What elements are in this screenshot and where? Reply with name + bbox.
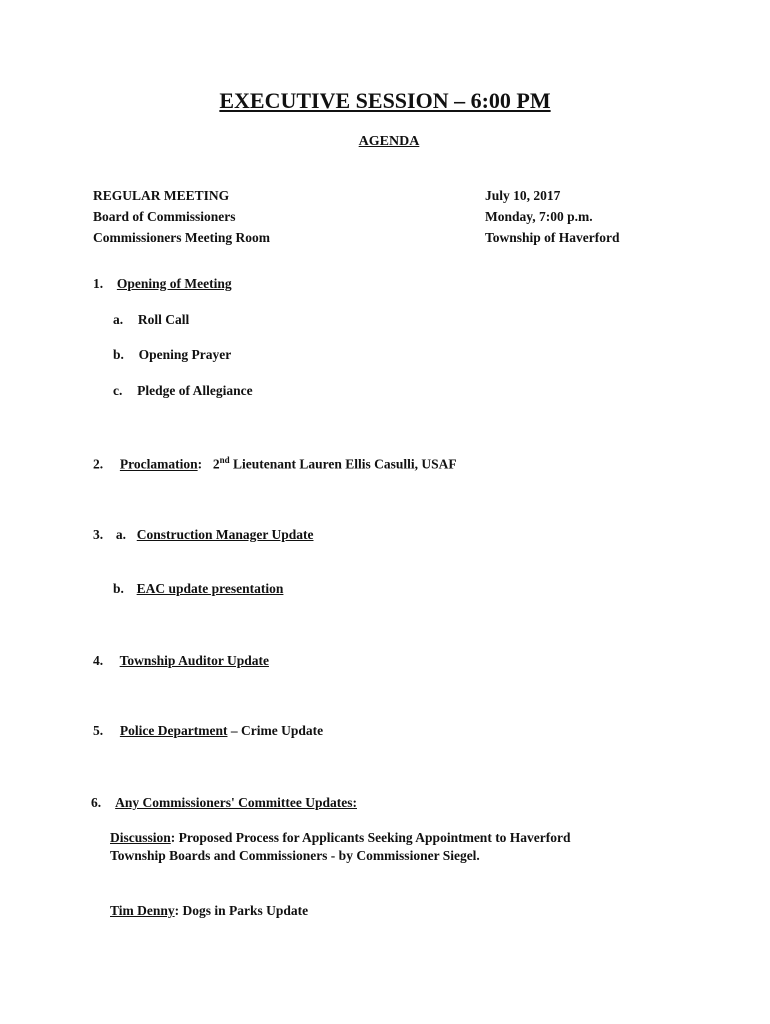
meeting-info-right bbox=[485, 185, 620, 248]
discussion-label: Discussion bbox=[110, 830, 171, 845]
sub-letter: b. bbox=[113, 581, 124, 596]
item-label: EAC update presentation bbox=[136, 581, 284, 596]
agenda-item-5 bbox=[93, 723, 323, 739]
board-name: Board of Commissioners bbox=[93, 209, 236, 224]
meeting-info-left bbox=[93, 185, 270, 248]
agenda-item-6 bbox=[91, 795, 357, 811]
sub-item-b bbox=[113, 347, 231, 363]
agenda-heading: AGENDA bbox=[358, 134, 420, 149]
agenda-item-2 bbox=[93, 455, 457, 473]
sub-text: Roll Call bbox=[137, 312, 190, 327]
item-number: 1. bbox=[93, 276, 104, 291]
sub-item-c bbox=[113, 383, 253, 399]
item-label: Any Commissioners' Committee Updates: bbox=[115, 795, 357, 810]
presenter-colon: : bbox=[174, 903, 180, 918]
item-colon: : bbox=[197, 456, 203, 472]
item-label: Opening of Meeting bbox=[116, 276, 232, 291]
tim-denny-item bbox=[110, 903, 308, 919]
item-rest: – Crime Update bbox=[227, 723, 324, 738]
discussion-text-line2: Township Boards and Commissioners - by Commissioner Siegel. bbox=[110, 848, 480, 863]
presenter-text: Dogs in Parks Update bbox=[179, 903, 309, 918]
discussion-block bbox=[110, 829, 571, 865]
item-label: Construction Manager Update bbox=[136, 527, 314, 542]
sub-letter: a. bbox=[115, 527, 126, 542]
meeting-type: REGULAR MEETING bbox=[93, 188, 230, 203]
ordinal-suffix: nd bbox=[219, 455, 230, 465]
agenda-item-4 bbox=[93, 653, 269, 669]
item-number: 3. bbox=[93, 527, 104, 542]
item-number: 5. bbox=[93, 723, 104, 738]
sub-text: Opening Prayer bbox=[138, 347, 232, 362]
agenda-item-3b bbox=[113, 581, 283, 597]
meeting-time: Monday, 7:00 p.m. bbox=[485, 209, 593, 224]
township-name: Township of Haverford bbox=[485, 230, 620, 245]
meeting-date: July 10, 2017 bbox=[485, 188, 561, 203]
presenter-label: Tim Denny bbox=[110, 903, 175, 918]
ordinal-number: 2 bbox=[212, 456, 220, 472]
item-number: 4. bbox=[93, 653, 104, 668]
sub-item-a bbox=[113, 312, 189, 328]
item-label: Police Department bbox=[119, 723, 228, 738]
agenda-item-1 bbox=[93, 276, 232, 292]
sub-letter: b. bbox=[113, 347, 124, 362]
item-label: Proclamation bbox=[119, 456, 198, 472]
item-number: 6. bbox=[91, 795, 102, 810]
page-title: EXECUTIVE SESSION – 6:00 PM bbox=[219, 88, 551, 113]
discussion-text-line1: Proposed Process for Applicants Seeking Appointment to Haverford bbox=[175, 830, 571, 845]
sub-text: Pledge of Allegiance bbox=[137, 383, 253, 398]
meeting-room: Commissioners Meeting Room bbox=[93, 230, 270, 245]
item-label: Township Auditor Update bbox=[119, 653, 269, 668]
discussion-colon: : bbox=[170, 830, 176, 845]
proclamation-text: Lieutenant Lauren Ellis Casulli, USAF bbox=[229, 456, 457, 472]
sub-letter: c. bbox=[113, 383, 123, 398]
sub-letter: a. bbox=[113, 312, 124, 327]
agenda-item-3a bbox=[93, 527, 314, 543]
item-number: 2. bbox=[93, 456, 104, 472]
